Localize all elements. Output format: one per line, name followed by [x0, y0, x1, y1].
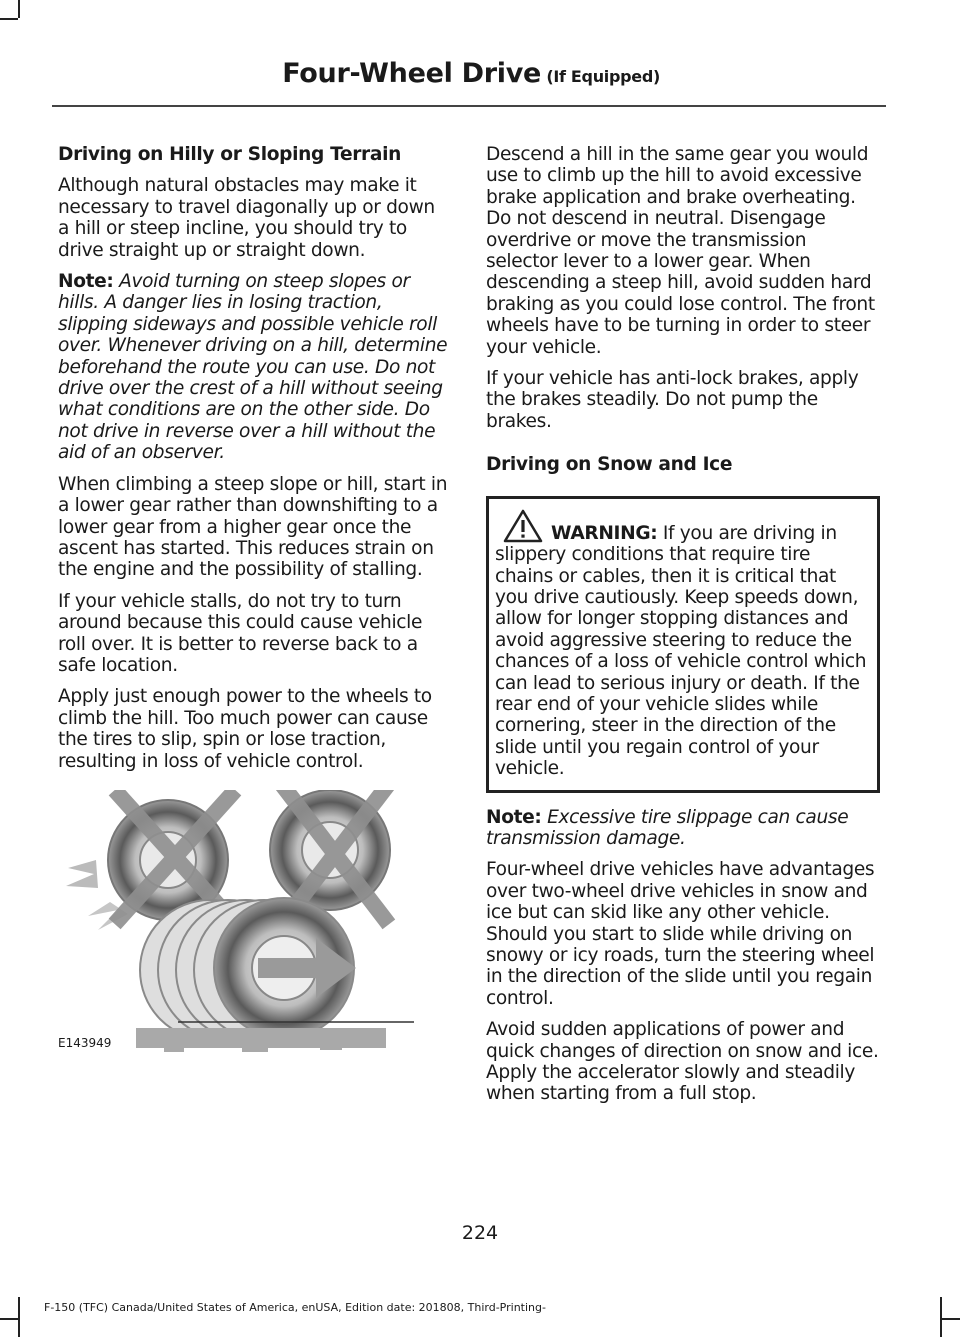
paragraph: When climbing a steep slope or hill, start in a lower gear rather than downshifting to a lower gear from a higher gear once the ascent has started. This reduces strain on the engine and the possibility of stalling. — [58, 473, 448, 581]
wheel-slide-illustration — [58, 790, 418, 1060]
crop-mark — [940, 1297, 942, 1337]
paragraph: Avoid sudden applications of power and quick changes of direction on snow and ice. Apply the accelerator slowly and steadily when starting from a full stop. — [486, 1019, 879, 1105]
hilly-terrain-heading: Driving on Hilly or Sloping Terrain — [58, 144, 401, 165]
paragraph: Apply just enough power to the wheels to climb the hill. Too much power can cause the tires to slip, spin or lose traction, resulting in loss of vehicle control. — [58, 686, 432, 772]
paragraph: Although natural obstacles may make it necessary to travel diagonally up or down a hill or steep incline, you should try to drive straight up or straight down. — [58, 175, 435, 261]
crop-mark — [0, 1318, 18, 1320]
note-paragraph — [486, 807, 880, 850]
warning-label: WARNING: — [551, 522, 658, 544]
section-subtitle: (If Equipped) — [541, 67, 660, 86]
header-divider — [52, 105, 886, 107]
crop-mark — [18, 0, 20, 18]
note-label: Note: — [58, 271, 114, 293]
warning-triangle-icon — [503, 509, 543, 543]
left-column — [58, 144, 448, 782]
crop-mark — [0, 18, 18, 20]
note-text: Avoid turning on steep slopes or hills. A danger lies in losing traction, slipping sideways and possible vehicle roll over. Whenever driving on a hill, determine beforehand the route you can use. Do not drive over the crest of a hill without seeing what conditions are on the other side. Do not drive in reverse over a hill without the aid of an observer. — [58, 271, 448, 464]
paragraph: Descend a hill in the same gear you would use to climb up the hill to avoid excessive brake application and brake overheating. Do not descend in neutral. Disengage overdrive or move the transmission selector lever to a lower gear. When descending a steep hill, avoid sudden hard braking as you could lose control. The front wheels have to be turning in order to steer your vehicle. — [486, 144, 875, 358]
warning-text: If you are driving in slippery conditions that require tire chains or cables, then it is critical that you drive cautiously. Keep speeds down, allow for longer stopping distances and avoid aggressive steering to reduce the chances of a loss of vehicle control which can lead to serious injury or death. If the rear end of your vehicle slides while cornering, steer in the direction of the slide until you regain control of your vehicle. — [495, 522, 867, 780]
wheel-slide-icon — [58, 790, 418, 1060]
page-title — [282, 58, 660, 89]
right-column — [486, 144, 880, 1115]
section-title: Four-Wheel Drive — [282, 58, 542, 89]
paragraph: Four-wheel drive vehicles have advantages over two-wheel drive vehicles in snow and ice but can skid like any other vehicle. Should you start to slide while driving on snowy or icy roads, turn the steering wheel in the direction of the slide until you regain control. — [486, 859, 875, 1009]
note-text: Excessive tire slippage can cause transmission damage. — [486, 806, 849, 849]
warning-box — [486, 496, 880, 793]
note-paragraph — [58, 271, 448, 464]
paragraph: If your vehicle has anti-lock brakes, apply the brakes steadily. Do not pump the brakes. — [486, 368, 859, 432]
page-number: 224 — [461, 1222, 499, 1244]
crop-mark — [18, 1297, 20, 1337]
edition-footer: F-150 (TFC) Canada/United States of America, enUSA, Edition date: 201808, Third-Printing- — [44, 1301, 546, 1314]
snow-ice-heading: Driving on Snow and Ice — [486, 454, 733, 476]
note-label: Note: — [486, 806, 542, 828]
crop-mark — [942, 1318, 960, 1320]
figure-code: E143949 — [58, 1036, 112, 1050]
paragraph: If your vehicle stalls, do not try to turn around because this could cause vehicle roll over. It is better to reverse back to a safe location. — [58, 590, 423, 676]
